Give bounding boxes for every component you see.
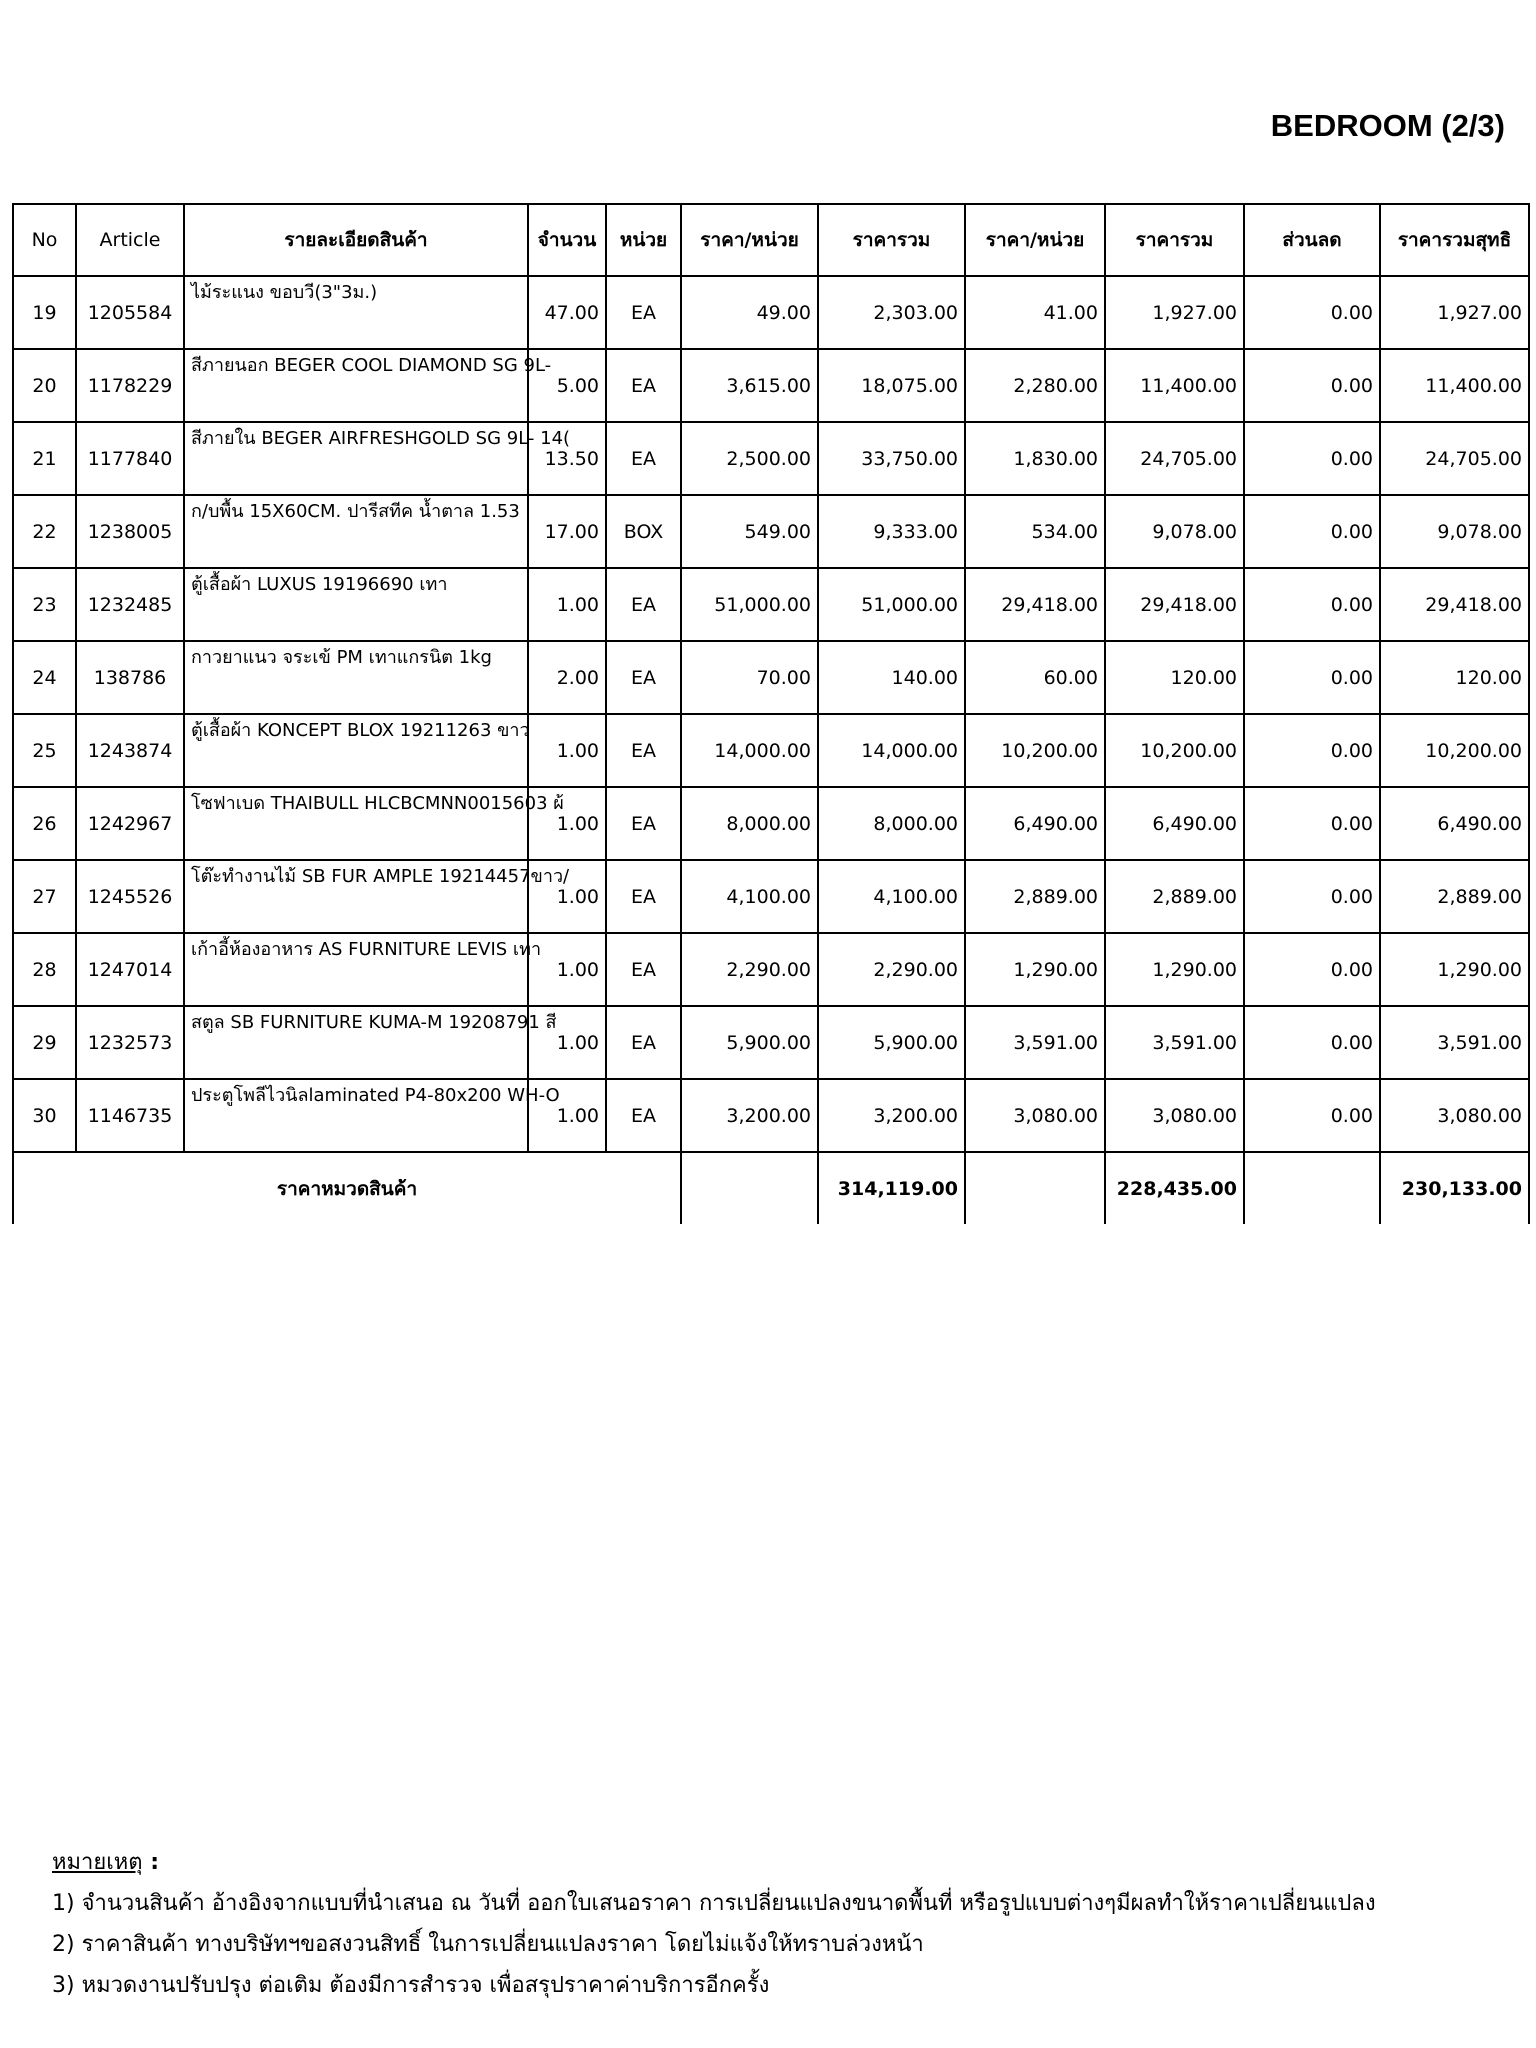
cell-description: ไม้ระแนง ขอบวี(3"3ม.) [184,276,528,349]
cell-net-total: 24,705.00 [1380,422,1529,495]
header-discounted-unit-price: ราคา/หน่วย [965,204,1105,276]
cell-net-total: 6,490.00 [1380,787,1529,860]
cell-description: ก/บพื้น 15X60CM. ปารีสทีค น้ำตาล 1.53 [184,495,528,568]
cell-discount: 0.00 [1244,276,1380,349]
cell-quantity: 1.00 [528,1079,606,1152]
cell-discount: 0.00 [1244,1079,1380,1152]
header-unit: หน่วย [606,204,681,276]
header-article: Article [76,204,184,276]
cell-discounted-total: 6,490.00 [1105,787,1244,860]
cell-quantity: 1.00 [528,1006,606,1079]
table-row [13,422,1529,495]
cell-discount: 0.00 [1244,860,1380,933]
cell-discounted-total: 10,200.00 [1105,714,1244,787]
cell-discount: 0.00 [1244,495,1380,568]
cell-no: 25 [13,714,76,787]
notes-heading-colon: : [142,1850,160,1875]
total-spacer [1244,1152,1380,1224]
cell-net-total: 120.00 [1380,641,1529,714]
cell-description: โซฟาเบด THAIBULL HLCBCMNN0015603 ผ้ [184,787,528,860]
cell-article: 1242967 [76,787,184,860]
cell-discounted-unit-price: 2,280.00 [965,349,1105,422]
cell-quantity: 47.00 [528,276,606,349]
cell-description: สีภายใน BEGER AIRFRESHGOLD SG 9L- 14( [184,422,528,495]
cell-article: 1232485 [76,568,184,641]
table-row [13,495,1529,568]
cell-discount: 0.00 [1244,349,1380,422]
table-row [13,933,1529,1006]
cell-unit: EA [606,641,681,714]
cell-quantity: 1.00 [528,860,606,933]
cell-article: 1245526 [76,860,184,933]
header-discount: ส่วนลด [1244,204,1380,276]
cell-total-price: 2,290.00 [818,933,965,1006]
cell-discounted-total: 2,889.00 [1105,860,1244,933]
cell-quantity: 17.00 [528,495,606,568]
cell-article: 1178229 [76,349,184,422]
cell-discounted-unit-price: 60.00 [965,641,1105,714]
cell-unit-price: 549.00 [681,495,818,568]
cell-total-price: 14,000.00 [818,714,965,787]
total-spacer [681,1152,818,1224]
cell-quantity: 1.00 [528,933,606,1006]
cell-total-price: 33,750.00 [818,422,965,495]
cell-discounted-unit-price: 29,418.00 [965,568,1105,641]
cell-quantity: 1.00 [528,568,606,641]
cell-discount: 0.00 [1244,933,1380,1006]
cell-quantity: 1.00 [528,714,606,787]
table-header-row [13,204,1529,276]
cell-unit-price: 2,290.00 [681,933,818,1006]
cell-unit: EA [606,860,681,933]
cell-description: ตู้เสื้อผ้า LUXUS 19196690 เทา [184,568,528,641]
cell-total-price: 51,000.00 [818,568,965,641]
cell-quantity: 1.00 [528,787,606,860]
cell-total-price: 8,000.00 [818,787,965,860]
cell-no: 28 [13,933,76,1006]
quotation-table [12,203,1530,1224]
cell-unit: EA [606,422,681,495]
cell-unit-price: 4,100.00 [681,860,818,933]
cell-discounted-unit-price: 10,200.00 [965,714,1105,787]
cell-no: 20 [13,349,76,422]
cell-discount: 0.00 [1244,1006,1380,1079]
total-spacer [965,1152,1105,1224]
cell-unit-price: 3,200.00 [681,1079,818,1152]
cell-discounted-unit-price: 2,889.00 [965,860,1105,933]
table-row [13,568,1529,641]
cell-description: โต๊ะทำงานไม้ SB FUR AMPLE 19214457ขาว/ [184,860,528,933]
note-item-3: 3) หมวดงานปรับปรุง ต่อเติม ต้องมีการสำรวจ เพื่อสรุปราคาค่าบริการอีกครั้ง [52,1973,770,1998]
table-row [13,276,1529,349]
cell-article: 138786 [76,641,184,714]
cell-discounted-total: 3,080.00 [1105,1079,1244,1152]
cell-article: 1238005 [76,495,184,568]
cell-article: 1205584 [76,276,184,349]
cell-unit-price: 5,900.00 [681,1006,818,1079]
cell-no: 22 [13,495,76,568]
notes-heading-text: หมายเหตุ [52,1850,143,1875]
cell-discounted-unit-price: 1,830.00 [965,422,1105,495]
cell-discount: 0.00 [1244,714,1380,787]
cell-unit: EA [606,568,681,641]
header-discounted-total: ราคารวม [1105,204,1244,276]
cell-net-total: 1,927.00 [1380,276,1529,349]
header-description: รายละเอียดสินค้า [184,204,528,276]
cell-total-price: 9,333.00 [818,495,965,568]
cell-discounted-total: 24,705.00 [1105,422,1244,495]
cell-article: 1243874 [76,714,184,787]
note-item-1: 1) จำนวนสินค้า อ้างอิงจากแบบที่นำเสนอ ณ วันที่ ออกใบเสนอราคา การเปลี่ยนแปลงขนาดพื้นที่ หรือรูปแบบต่างๆมีผลทำให้ราคาเปลี่ยนแปลง [52,1891,1376,1916]
cell-no: 21 [13,422,76,495]
table-row [13,860,1529,933]
page-title: BEDROOM (2/3) [1270,108,1505,143]
cell-quantity: 5.00 [528,349,606,422]
cell-no: 23 [13,568,76,641]
cell-unit: EA [606,276,681,349]
cell-unit: BOX [606,495,681,568]
cell-unit-price: 8,000.00 [681,787,818,860]
cell-discounted-unit-price: 1,290.00 [965,933,1105,1006]
cell-net-total: 10,200.00 [1380,714,1529,787]
cell-unit: EA [606,1079,681,1152]
cell-discount: 0.00 [1244,568,1380,641]
notes-section [52,1842,1376,2006]
header-net-total: ราคารวมสุทธิ [1380,204,1529,276]
cell-quantity: 2.00 [528,641,606,714]
cell-article: 1146735 [76,1079,184,1152]
table-row [13,641,1529,714]
cell-discounted-unit-price: 6,490.00 [965,787,1105,860]
table-row [13,787,1529,860]
cell-unit-price: 14,000.00 [681,714,818,787]
cell-description: สตูล SB FURNITURE KUMA-M 19208791 สี [184,1006,528,1079]
cell-description: เก้าอี้ห้องอาหาร AS FURNITURE LEVIS เทา [184,933,528,1006]
cell-discounted-unit-price: 41.00 [965,276,1105,349]
table-row [13,1006,1529,1079]
header-total-price: ราคารวม [818,204,965,276]
cell-net-total: 2,889.00 [1380,860,1529,933]
category-total-label: ราคาหมวดสินค้า [13,1152,681,1224]
cell-net-total: 1,290.00 [1380,933,1529,1006]
notes-heading [52,1842,1376,1883]
cell-article: 1177840 [76,422,184,495]
cell-unit-price: 2,500.00 [681,422,818,495]
table-row [13,349,1529,422]
cell-description: สีภายนอก BEGER COOL DIAMOND SG 9L- [184,349,528,422]
cell-no: 29 [13,1006,76,1079]
category-total-row [13,1152,1529,1224]
header-quantity: จำนวน [528,204,606,276]
cell-discounted-total: 11,400.00 [1105,349,1244,422]
cell-total-price: 5,900.00 [818,1006,965,1079]
cell-discount: 0.00 [1244,422,1380,495]
header-no: No [13,204,76,276]
cell-total-price: 4,100.00 [818,860,965,933]
cell-net-total: 3,591.00 [1380,1006,1529,1079]
cell-discounted-total: 3,591.00 [1105,1006,1244,1079]
cell-description: กาวยาแนว จระเข้ PM เทาแกรนิต 1kg [184,641,528,714]
cell-discounted-total: 1,290.00 [1105,933,1244,1006]
cell-discounted-total: 120.00 [1105,641,1244,714]
table-row [13,714,1529,787]
cell-article: 1232573 [76,1006,184,1079]
cell-unit: EA [606,1006,681,1079]
cell-unit: EA [606,349,681,422]
cell-discounted-unit-price: 534.00 [965,495,1105,568]
cell-total-price: 140.00 [818,641,965,714]
cell-discounted-total: 9,078.00 [1105,495,1244,568]
cell-total-price: 18,075.00 [818,349,965,422]
cell-net-total: 3,080.00 [1380,1079,1529,1152]
note-item-2: 2) ราคาสินค้า ทางบริษัทฯขอสงวนสิทธิ์ ในการเปลี่ยนแปลงราคา โดยไม่แจ้งให้ทราบล่วงหน้า [52,1932,924,1957]
cell-total-price: 3,200.00 [818,1079,965,1152]
cell-unit-price: 49.00 [681,276,818,349]
cell-total-price: 2,303.00 [818,276,965,349]
cell-net-total: 11,400.00 [1380,349,1529,422]
cell-discount: 0.00 [1244,787,1380,860]
cell-description: ประตูโพลีไวนิลlaminated P4-80x200 WH-O [184,1079,528,1152]
cell-no: 19 [13,276,76,349]
cell-discounted-unit-price: 3,591.00 [965,1006,1105,1079]
cell-no: 24 [13,641,76,714]
cell-unit: EA [606,933,681,1006]
cell-no: 26 [13,787,76,860]
cell-discounted-total: 29,418.00 [1105,568,1244,641]
header-unit-price: ราคา/หน่วย [681,204,818,276]
cell-discounted-total: 1,927.00 [1105,276,1244,349]
cell-net-total: 9,078.00 [1380,495,1529,568]
cell-quantity: 13.50 [528,422,606,495]
cell-unit-price: 3,615.00 [681,349,818,422]
cell-description: ตู้เสื้อผ้า KONCEPT BLOX 19211263 ขาว [184,714,528,787]
cell-discount: 0.00 [1244,641,1380,714]
cell-unit-price: 70.00 [681,641,818,714]
category-total-net: 230,133.00 [1380,1152,1529,1224]
cell-unit-price: 51,000.00 [681,568,818,641]
category-total-discounted: 228,435.00 [1105,1152,1244,1224]
cell-no: 27 [13,860,76,933]
cell-unit: EA [606,714,681,787]
category-total-original: 314,119.00 [818,1152,965,1224]
table-row [13,1079,1529,1152]
cell-unit: EA [606,787,681,860]
cell-net-total: 29,418.00 [1380,568,1529,641]
cell-discounted-unit-price: 3,080.00 [965,1079,1105,1152]
cell-article: 1247014 [76,933,184,1006]
cell-no: 30 [13,1079,76,1152]
